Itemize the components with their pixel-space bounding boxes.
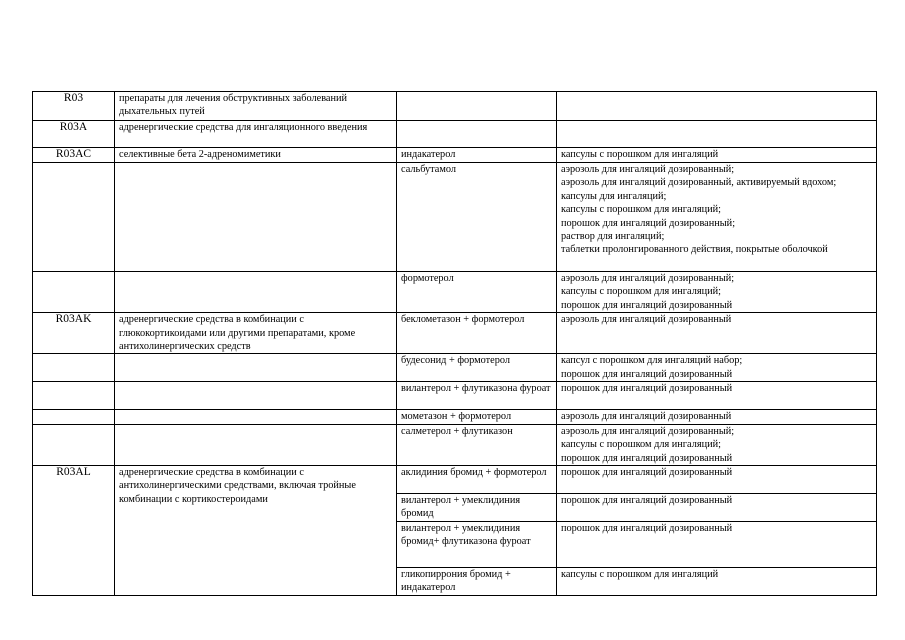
- dosage-forms-cell: [557, 148, 877, 163]
- pharmacological-group-cell: адренергические средства для ингаляционного введения: [115, 121, 397, 148]
- atc-code-cell: [33, 272, 115, 313]
- atc-code-cell: R03A: [33, 121, 115, 148]
- atc-code-cell: R03: [33, 92, 115, 121]
- drug-name-cell: аклидиния бромид + формотерол: [397, 466, 557, 494]
- drug-name-cell: беклометазон + формотерол: [397, 313, 557, 354]
- atc-code-cell: [33, 163, 115, 272]
- atc-code-cell: [33, 424, 115, 465]
- dosage-forms-cell: [557, 163, 877, 272]
- pharmacological-group-cell: селективные бета 2-адреномиметики: [115, 148, 397, 163]
- drug-name-cell: сальбутамол: [397, 163, 557, 272]
- dosage-form-item: аэрозоль для ингаляций дозированный, активируемый вдохом;: [561, 177, 837, 189]
- dosage-form-item: капсулы с порошком для ингаляций: [561, 568, 719, 580]
- dosage-form-item: порошок для ингаляций дозированный: [561, 299, 733, 311]
- drug-name-cell: будесонид + формотерол: [397, 354, 557, 382]
- dosage-forms-cell: [557, 424, 877, 465]
- table-row: [33, 163, 877, 272]
- dosage-form-item: капсулы с порошком для ингаляций: [561, 149, 719, 160]
- dosage-form-item: аэрозоль для ингаляций дозированный;: [561, 273, 735, 284]
- dosage-forms-cell: [557, 354, 877, 382]
- dosage-forms-cell: [557, 272, 877, 313]
- drug-name-cell: гликопиррония бромид + индакатерол: [397, 567, 557, 595]
- pharmacological-group-cell: [115, 424, 397, 465]
- dosage-forms-cell: [557, 567, 877, 595]
- dosage-form-item: порошок для ингаляций дозированный: [561, 467, 733, 479]
- pharmacological-group-cell: [115, 354, 397, 382]
- dosage-forms-cell: [557, 313, 877, 354]
- dosage-forms-cell: [557, 466, 877, 494]
- table-row: [33, 313, 877, 354]
- dosage-form-item: капсулы для ингаляций;: [561, 190, 667, 202]
- dosage-form-item: капсулы с порошком для ингаляций;: [561, 439, 721, 451]
- dosage-form-item: аэрозоль для ингаляций дозированный;: [561, 425, 735, 437]
- atc-code-cell: [33, 382, 115, 410]
- drug-name-cell: мометазон + формотерол: [397, 410, 557, 424]
- dosage-form-item: порошок для ингаляций дозированный: [561, 495, 733, 507]
- pharmacological-group-cell: [115, 410, 397, 424]
- table-row: [33, 382, 877, 410]
- dosage-form-item: капсул с порошком для ингаляций набор;: [561, 355, 743, 367]
- table-row: [33, 121, 877, 148]
- drug-name-cell: [397, 92, 557, 121]
- dosage-forms-cell: [557, 92, 877, 121]
- dosage-form-item: порошок для ингаляций дозированный;: [561, 217, 736, 229]
- dosage-form-item: аэрозоль для ингаляций дозированный;: [561, 164, 735, 175]
- dosage-form-item: капсулы с порошком для ингаляций;: [561, 286, 721, 298]
- pharmacological-group-cell: [115, 382, 397, 410]
- pharmacological-group-cell: адренергические средства в комбинации с антихолинергическими средствами, включая тройные комбинации с кортикостероидами: [115, 466, 397, 596]
- atc-code-cell: R03AK: [33, 313, 115, 354]
- dosage-forms-cell: [557, 382, 877, 410]
- dosage-form-item: аэрозоль для ингаляций дозированный: [561, 411, 732, 423]
- drug-name-cell: индакатерол: [397, 148, 557, 163]
- table-row: [33, 410, 877, 424]
- table-row: [33, 424, 877, 465]
- table-row: [33, 354, 877, 382]
- drug-name-cell: формотерол: [397, 272, 557, 313]
- dosage-forms-cell: [557, 494, 877, 522]
- drug-name-cell: вилантерол + умеклидиния бромид: [397, 494, 557, 522]
- dosage-form-item: порошок для ингаляций дозированный: [561, 452, 733, 464]
- drug-name-cell: вилантерол + флутиказона фуроат: [397, 382, 557, 410]
- atc-code-cell: [33, 354, 115, 382]
- dosage-form-item: раствор для ингаляций;: [561, 231, 665, 243]
- table-row: [33, 272, 877, 313]
- dosage-forms-cell: [557, 121, 877, 148]
- pharmacological-group-cell: [115, 272, 397, 313]
- drug-name-cell: вилантерол + умеклидиния бромид+ флутиказона фуроат: [397, 521, 557, 567]
- drug-name-cell: [397, 121, 557, 148]
- drug-name-cell: салметерол + флутиказон: [397, 424, 557, 465]
- table-body: [33, 92, 877, 596]
- pharmacological-group-cell: [115, 163, 397, 272]
- atc-code-cell: R03AC: [33, 148, 115, 163]
- table-row: [33, 148, 877, 163]
- pharmacological-group-cell: адренергические средства в комбинации с глюкокортикоидами или другими препаратами, кроме антихолинергических средств: [115, 313, 397, 354]
- dosage-form-item: капсулы с порошком для ингаляций;: [561, 204, 721, 216]
- pharmacological-group-cell: препараты для лечения обструктивных заболеваний дыхательных путей: [115, 92, 397, 121]
- atc-code-cell: R03AL: [33, 466, 115, 596]
- dosage-forms-cell: [557, 410, 877, 424]
- atc-code-cell: [33, 410, 115, 424]
- dosage-form-item: аэрозоль для ингаляций дозированный: [561, 314, 732, 326]
- drug-classification-table: [32, 91, 877, 596]
- dosage-forms-cell: [557, 521, 877, 567]
- dosage-form-item: таблетки пролонгированного действия, покрытые оболочкой: [561, 244, 828, 256]
- table-row: [33, 466, 877, 494]
- dosage-form-item: порошок для ингаляций дозированный: [561, 383, 733, 395]
- dosage-form-item: порошок для ингаляций дозированный: [561, 522, 733, 534]
- dosage-form-item: порошок для ингаляций дозированный: [561, 368, 733, 380]
- table-row: [33, 92, 877, 121]
